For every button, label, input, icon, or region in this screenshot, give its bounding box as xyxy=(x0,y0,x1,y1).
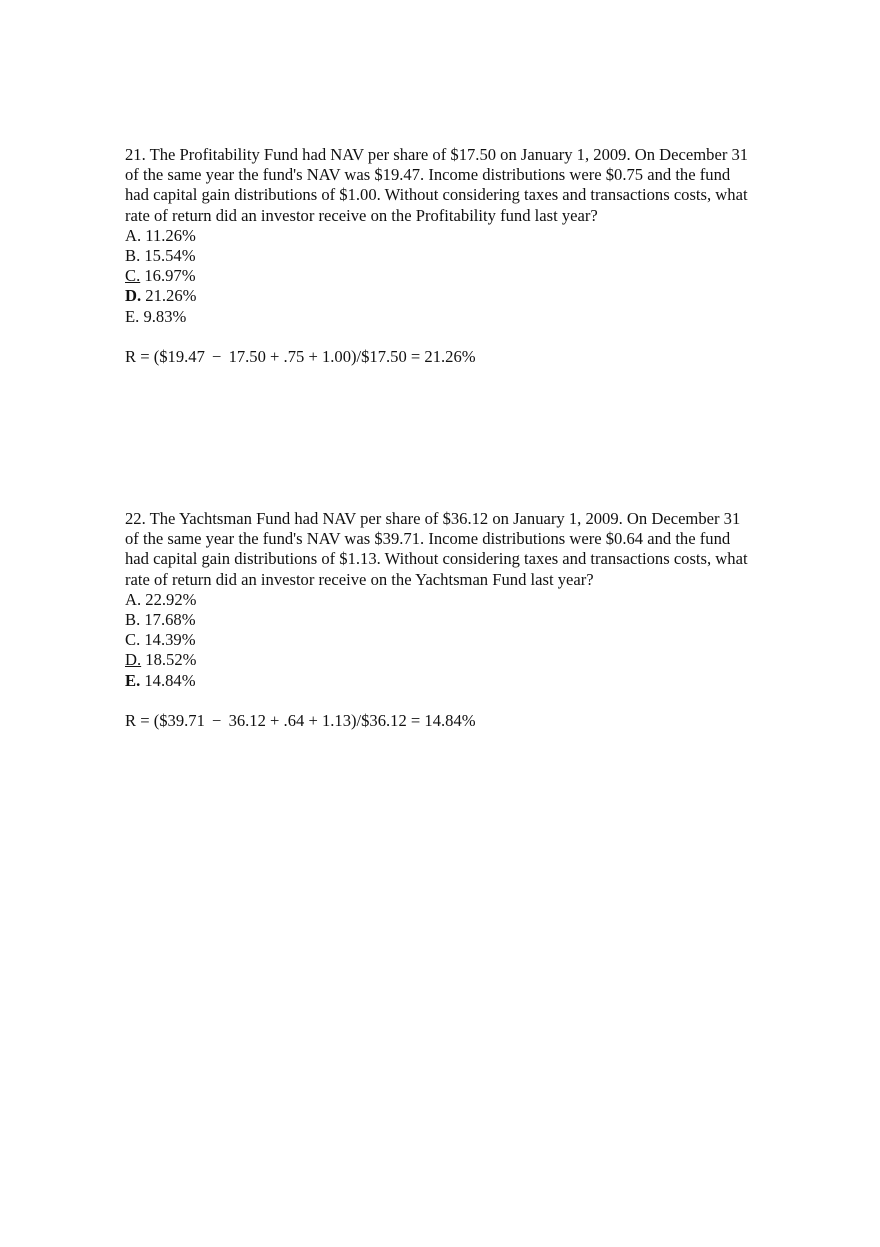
question-text-line: rate of return did an investor receive on the Profitability fund last year? xyxy=(125,205,598,225)
question-text: The Yachtsman Fund had NAV per share of $36.12 on January 1, 2009. On December 31 xyxy=(149,509,741,528)
option-b xyxy=(125,610,785,630)
option-letter: B. xyxy=(125,246,141,266)
question-text-line: of the same year the fund's NAV was $19.47. Income distributions were $0.75 and the fund xyxy=(125,165,731,185)
option-b xyxy=(125,246,785,266)
answer-options xyxy=(125,226,785,327)
question-text-line: rate of return did an investor receive on the Yachtsman Fund last year? xyxy=(125,569,594,589)
option-text: 18.52% xyxy=(145,650,197,670)
question-text: The Profitability Fund had NAV per share of $17.50 on January 1, 2009. On December 31 xyxy=(149,145,749,164)
option-letter: A. xyxy=(125,225,142,245)
option-letter: E. xyxy=(125,670,141,690)
formula-left: R = ($19.47 xyxy=(125,347,205,367)
option-letter: D. xyxy=(125,650,142,670)
formula-right: 17.50 + .75 + 1.00)/$17.50 = 21.26% xyxy=(228,347,476,367)
option-letter: A. xyxy=(125,589,142,609)
option-letter: C. xyxy=(125,630,141,650)
question-number: 21. xyxy=(125,145,146,164)
minus-sign: − xyxy=(212,711,222,731)
question-text-line: of the same year the fund's NAV was $39.71. Income distributions were $0.64 and the fund xyxy=(125,529,731,549)
option-letter: D. xyxy=(125,286,142,306)
option-text: 9.83% xyxy=(143,306,187,326)
solution-formula xyxy=(125,711,785,731)
option-c xyxy=(125,630,785,650)
question-number: 22. xyxy=(125,509,146,528)
solution-formula xyxy=(125,347,785,367)
option-c xyxy=(125,266,785,286)
option-text: 22.92% xyxy=(145,589,197,609)
option-text: 17.68% xyxy=(144,610,196,630)
option-text: 21.26% xyxy=(145,286,197,306)
option-e xyxy=(125,307,785,327)
option-text: 16.97% xyxy=(144,266,196,286)
answer-options xyxy=(125,590,785,691)
option-text: 11.26% xyxy=(145,225,196,245)
option-text: 14.84% xyxy=(144,670,196,690)
option-a xyxy=(125,590,785,610)
option-letter: E. xyxy=(125,306,140,326)
minus-sign: − xyxy=(212,347,222,367)
option-d xyxy=(125,650,785,670)
option-text: 15.54% xyxy=(144,246,196,266)
question-text-line xyxy=(125,145,785,165)
option-letter: C. xyxy=(125,266,141,286)
option-letter: B. xyxy=(125,610,141,630)
formula-right: 36.12 + .64 + 1.13)/$36.12 = 14.84% xyxy=(228,711,476,731)
formula-left: R = ($39.71 xyxy=(125,711,205,731)
option-d xyxy=(125,286,785,306)
question-text-line xyxy=(125,509,785,529)
question-22 xyxy=(125,509,785,731)
question-text-line: had capital gain distributions of $1.13. Without considering taxes and transactions costs, what xyxy=(125,549,748,569)
option-text: 14.39% xyxy=(144,630,196,650)
question-21 xyxy=(125,145,785,367)
option-a xyxy=(125,226,785,246)
question-text-line: had capital gain distributions of $1.00. Without considering taxes and transactions costs, what xyxy=(125,185,748,205)
option-e xyxy=(125,671,785,691)
